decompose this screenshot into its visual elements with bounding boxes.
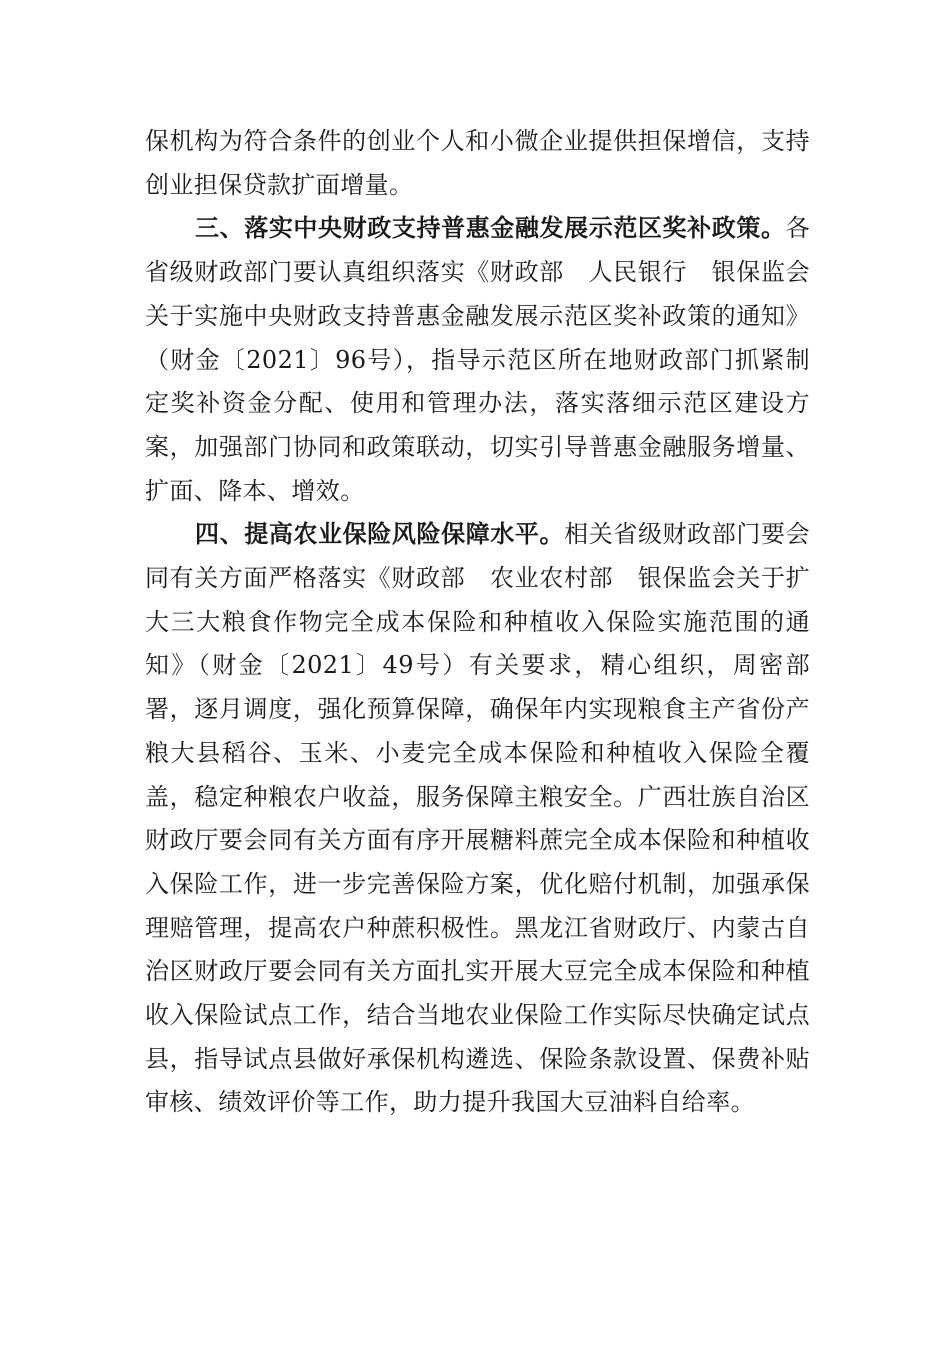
section-three-paragraph [145,207,810,513]
section-four-text: 相关省级财政部门要会同有关方面严格落实《财政部 农业农村部 银保监会关于扩大三大粮食作物完全成本保险和种植收入保险实施范围的通知》（财金〔2021〕49号）有关要求，精心组织，周密部署，逐月调度，强化预算保障，确保年内实现粮食主产省份产粮大县稻谷、玉米、小麦完全成本保险和种植收入保险全覆盖，稳定种粮农户收益，服务保障主粮安全。广西壮族自治区财政厅要会同有关方面有序开展糖料蔗完全成本保险和种植收入保险工作，进一步完善保险方案，优化赔付机制，加强承保理赔管理，提高农户种蔗积极性。黑龙江省财政厅、内蒙古自治区财政厅要会同有关方面扎实开展大豆完全成本保险和种植收入保险试点工作，结合当地农业保险工作实际尽快确定试点县，指导试点县做好承保机构遴选、保险条款设置、保费补贴审核、绩效评价等工作，助力提升我国大豆油料自给率。 [145,520,810,1117]
section-four-paragraph [145,513,810,1125]
section-three-text: 各省级财政部门要认真组织落实《财政部 人民银行 银保监会关于实施中央财政支持普惠金融发展示范区奖补政策的通知》（财金〔2021〕96号），指导示范区所在地财政部门抓紧制定奖补资金分配、使用和管理办法，落实落细示范区建设方案，加强部门协同和政策联动，切实引导普惠金融服务增量、扩面、降本、增效。 [145,214,810,505]
document-body [145,120,810,1125]
section-three-heading: 三、落实中央财政支持普惠金融发展示范区奖补政策。 [195,214,786,243]
paragraph-continuation [145,120,810,207]
paragraph-text: 保机构为符合条件的创业个人和小微企业提供担保增信，支持创业担保贷款扩面增量。 [145,127,810,199]
section-four-heading: 四、提高农业保险风险保障水平。 [195,520,565,549]
